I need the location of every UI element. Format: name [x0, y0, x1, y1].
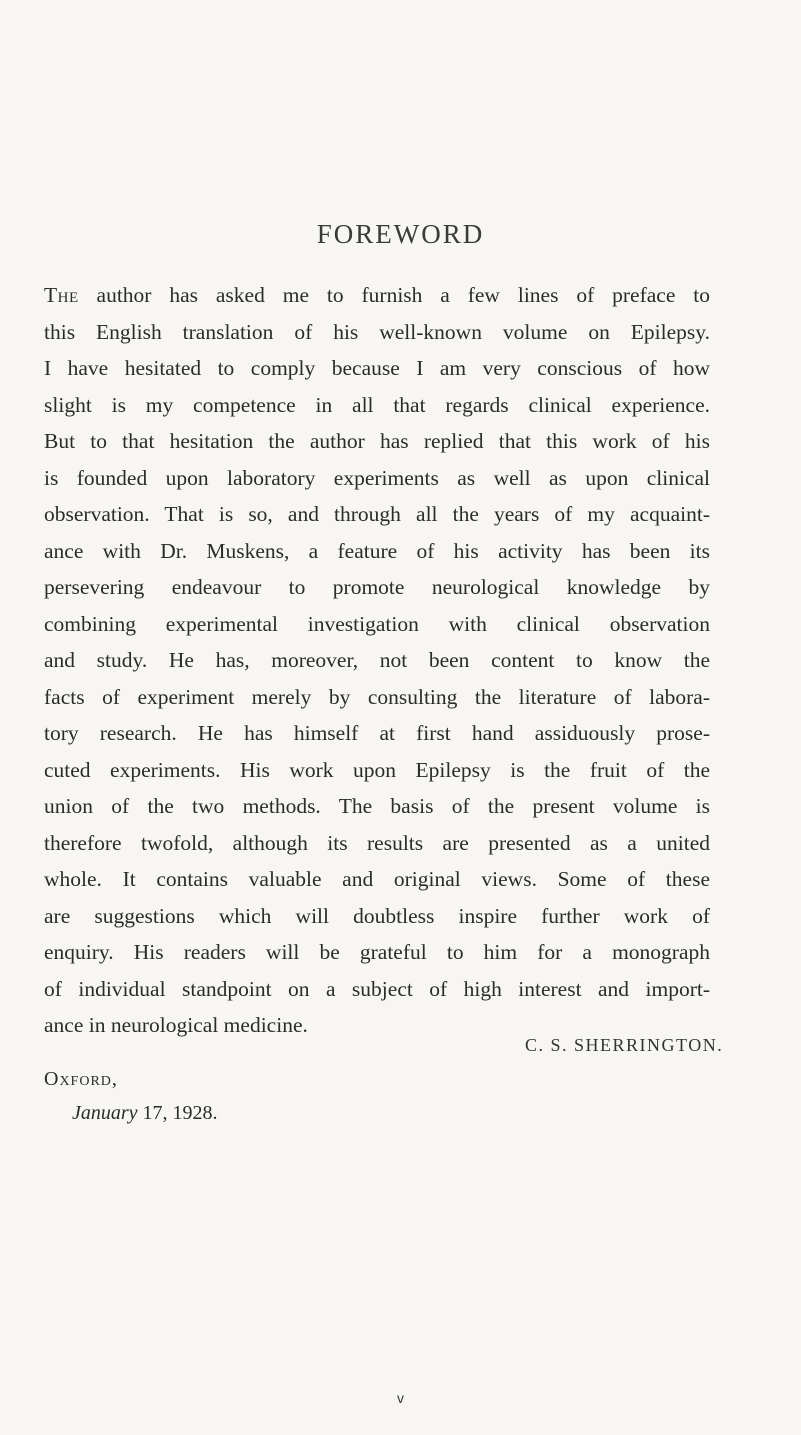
body-line: are suggestions which will doubtless inspire further work of — [44, 903, 710, 928]
body-line-text: author has asked me to furnish a few lines of preface to — [78, 283, 710, 307]
place-line: Oxford, — [44, 1068, 118, 1090]
body-line: I have hesitated to comply because I am very conscious of how — [44, 356, 710, 380]
lead-word: The — [44, 283, 79, 307]
date-month: January — [72, 1102, 138, 1124]
page-title: FOREWORD — [316, 219, 485, 249]
date-rest: 17, 1928. — [137, 1102, 218, 1124]
body-line: whole. It contains valuable and original views. Some of these — [44, 867, 710, 891]
page-number: v — [397, 1390, 404, 1406]
body-line: observation. That is so, and through all the years of my acquaint- — [44, 502, 710, 526]
signature: C. S. SHERRINGTON. — [525, 1035, 724, 1055]
body-line: of individual standpoint on a subject of high interest and import- — [44, 976, 710, 1001]
body-line: union of the two methods. The basis of the present volume is — [44, 794, 710, 818]
body-line: enquiry. His readers will be grateful to him for a monograph — [44, 940, 710, 964]
body-line: facts of experiment merely by consulting the literature of labora- — [44, 684, 710, 709]
body-line: and study. He has, moreover, not been content to know the — [44, 648, 710, 672]
body-line: is founded upon laboratory experiments as well as upon clinical — [44, 465, 710, 490]
body-line: slight is my competence in all that regards clinical experience. — [44, 392, 710, 417]
date-line — [72, 1101, 218, 1125]
body-line: this English translation of his well-known volume on Epilepsy. — [44, 319, 710, 344]
body-line: persevering endeavour to promote neurological knowledge by — [44, 575, 710, 599]
body-line — [44, 281, 710, 310]
body-line: therefore twofold, although its results are presented as a united — [44, 830, 710, 855]
body-line: ance with Dr. Muskens, a feature of his activity has been its — [44, 538, 710, 563]
body-line: ance in neurological medicine. — [44, 1013, 308, 1037]
body-line: tory research. He has himself at first hand assiduously prose- — [44, 721, 710, 745]
body-line: combining experimental investigation with clinical observation — [44, 611, 710, 636]
body-line: But to that hesitation the author has replied that this work of his — [44, 429, 710, 453]
body-line: cuted experiments. His work upon Epilepsy is the fruit of the — [44, 757, 710, 782]
